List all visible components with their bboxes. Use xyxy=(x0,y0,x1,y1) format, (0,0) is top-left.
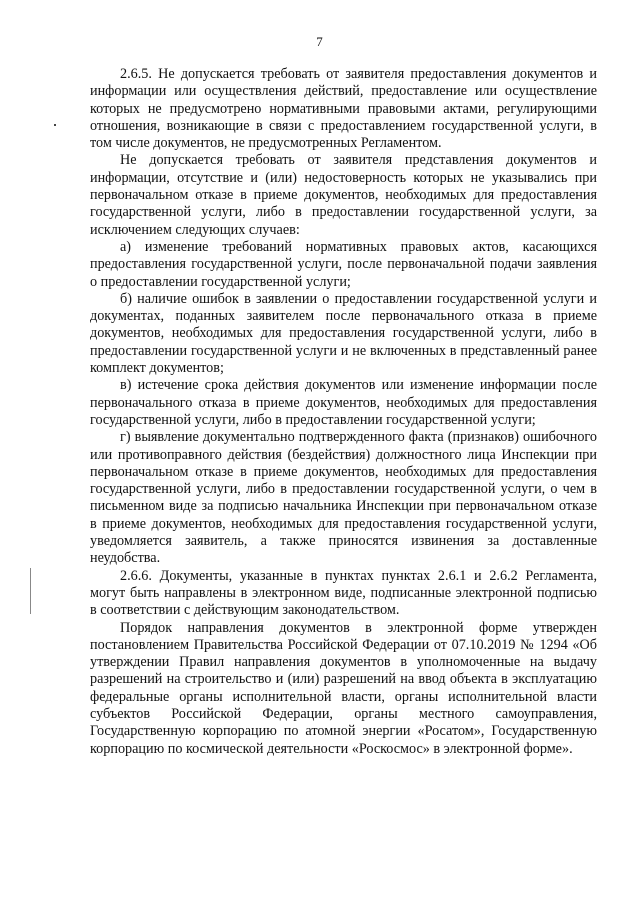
list-item-a: а) изменение требований нормативных правовых актов, касающихся предоставления государственной услуги, после первоначальной подачи заявления о предоставлении государственной услуги; xyxy=(90,238,597,290)
scan-mark-dot xyxy=(54,124,56,126)
list-item-g: г) выявление документально подтвержденного факта (признаков) ошибочного или противоправного действия (бездействия) должностного лица Инспекции при первоначальном отказе в приеме документов, необходимых для предоставления государственной услуги, либо в предоставлении государственной услуги, о чем в письменном виде за подписью начальника Инспекции при первоначальном отказе в приеме документов, необходимых для предоставления государственной услуги, уведомляется заявитель, а также приносятся извинения за доставленные неудобства. xyxy=(90,429,597,567)
list-item-b: б) наличие ошибок в заявлении о предоставлении государственной услуги и документах, поданных заявителем после первоначального отказа в приеме документов, необходимых для предоставления государственной услуги, либо в предоставлении государственной услуги и не включенных в представленный ранее комплект документов; xyxy=(90,290,597,377)
paragraph-prohibition: Не допускается требовать от заявителя представления документов и информации, отсутствие и (или) недостоверность которых не указывались при первоначальном отказе в приеме документов, необходимых для предоставления государственной услуги, либо в предоставлении государственной услуги, за исключением следующих случаев: xyxy=(90,152,597,238)
document-body xyxy=(90,66,597,758)
list-item-v: в) истечение срока действия документов или изменение информации после первоначального отказа в приеме документов, необходимых для предоставления государственной услуги, либо в предоставлении государственной услуги; xyxy=(90,377,597,428)
paragraph-2-6-5: 2.6.5. Не допускается требовать от заявителя предоставления документов и информации или осуществления действий, предоставление или осуществление которых не предусмотрено нормативными правовыми актами, регулирующими отношения, возникающие в связи с предоставлением государственной услуги, в том числе документов, не предусмотренных Регламентом. xyxy=(90,66,597,152)
paragraph-2-6-6: 2.6.6. Документы, указанные в пунктах пунктах 2.6.1 и 2.6.2 Регламента, могут быть направлены в электронном виде, подписанные электронной подписью в соответствии с действующим законодательством. xyxy=(90,567,597,619)
scan-mark-line xyxy=(30,568,31,614)
paragraph-procedure: Порядок направления документов в электронной форме утвержден постановлением Правительства Российской Федерации от 07.10.2019 № 1294 «Об утверждении Правил направления документов в уполномоченные на выдачу разрешений на строительство и (или) разрешений на ввод объекта в эксплуатацию федеральные органы исполнительной власти, органы исполнительной власти субъектов Российской Федерации, органы местного самоуправления, Государственную корпорацию по атомной энергии «Росатом», Государственную корпорацию по космической деятельности «Роскосмос» в электронной форме». xyxy=(90,619,597,757)
page-number: 7 xyxy=(316,34,323,49)
